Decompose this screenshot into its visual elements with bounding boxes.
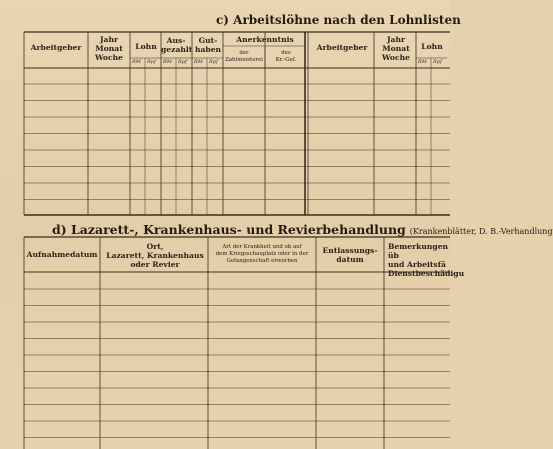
header-art-der-krankheit: Art der Krankheit und ob auf dem Kriegsschauplatz oder in der Gefangenschaft erworben <box>215 244 309 264</box>
unit-label-rpf: Rpf <box>147 59 156 65</box>
unit-label-rm: RM <box>163 59 172 65</box>
header-jahr-monat-woche-1: Jahr Monat Woche <box>95 35 123 62</box>
unit-label-rm: RM <box>132 59 141 65</box>
unit-label-rm: RM <box>194 59 203 65</box>
header-des-kr-gef: des Kr.-Gef. <box>275 50 297 63</box>
header-aufnahmedatum: Aufnahmedatum <box>26 250 98 259</box>
header-arbeitgeber-2: Arbeitgeber <box>316 43 368 52</box>
section-d-subtitle: (Krankenblätter, D. B.-Verhandlung <box>409 227 553 236</box>
section-c-title: c) Arbeitslöhne nach den Lohnlisten <box>216 13 461 27</box>
unit-label-rm: RM <box>418 59 427 65</box>
header-guthaben: Gut- haben <box>194 36 222 54</box>
header-der-zahlmeisterei: der Zahlmeisterei <box>225 50 263 63</box>
header-lohn-1: Lohn <box>135 42 157 51</box>
header-lohn-2: Lohn <box>421 42 443 51</box>
unit-label-rpf: Rpf <box>433 59 442 65</box>
header-bemerkungen: Bemerkungen üb und Arbeitsfä Dienstbeschädigu <box>388 242 465 278</box>
header-arbeitgeber-1: Arbeitgeber <box>30 43 82 52</box>
header-jahr-monat-woche-2: Jahr Monat Woche <box>382 35 410 62</box>
header-entlassungsdatum: Entlassungs- datum <box>322 246 378 264</box>
unit-label-rpf: Rpf <box>178 59 187 65</box>
section-d-title-text: d) Lazarett-, Krankenhaus- und Revierbehandlung <box>52 222 406 237</box>
section-d-title <box>52 222 553 237</box>
header-ausgezahlt: Aus- gezahlt <box>161 36 193 54</box>
header-ort: Ort, Lazarett, Krankenhaus oder Revier <box>106 242 204 269</box>
unit-label-rpf: Rpf <box>209 59 218 65</box>
header-anerkenntnis: Anerkenntnis <box>236 35 294 44</box>
